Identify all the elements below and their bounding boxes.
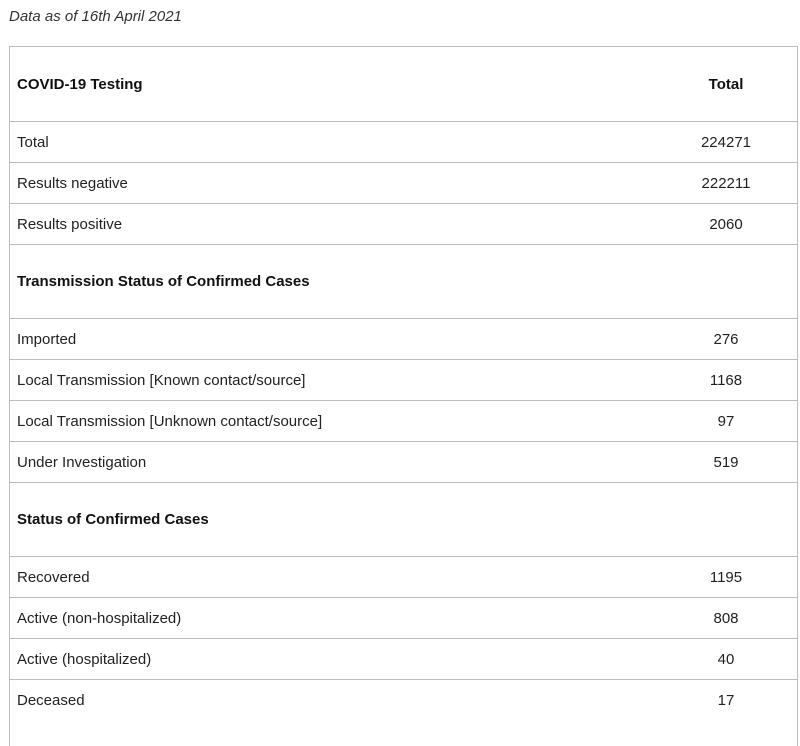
row-value: 1195 [655, 557, 797, 598]
row-value: 97 [655, 401, 797, 442]
header-label: COVID-19 Testing [9, 47, 655, 122]
row-value: 1168 [655, 360, 797, 401]
table-row [9, 639, 797, 680]
row-label: Total [9, 122, 655, 163]
table-header-row [9, 47, 797, 122]
table-row [9, 360, 797, 401]
row-label: Local Transmission [Known contact/source] [9, 360, 655, 401]
section-empty-cell [655, 245, 797, 319]
table-row [9, 680, 797, 721]
row-label: Results positive [9, 204, 655, 245]
data-date-caption: Data as of 16th April 2021 [9, 8, 182, 25]
row-label: Under Investigation [9, 442, 655, 483]
section-title: Status of Confirmed Cases [9, 483, 655, 557]
row-value: 40 [655, 639, 797, 680]
row-label: Active (hospitalized) [9, 639, 655, 680]
row-label: Imported [9, 319, 655, 360]
table-row [9, 598, 797, 639]
row-label: Recovered [9, 557, 655, 598]
table-row [9, 204, 797, 245]
table-row [9, 401, 797, 442]
section-header-status [9, 483, 797, 557]
table-row [9, 122, 797, 163]
table-row [9, 557, 797, 598]
row-label: Local Transmission [Unknown contact/source] [9, 401, 655, 442]
row-label: Active (non-hospitalized) [9, 598, 655, 639]
row-value: 519 [655, 442, 797, 483]
table-row [9, 442, 797, 483]
row-value: 2060 [655, 204, 797, 245]
table-row [9, 319, 797, 360]
covid-stats-table [9, 46, 797, 721]
row-label: Results negative [9, 163, 655, 204]
table-row [9, 163, 797, 204]
row-label: Deceased [9, 680, 655, 721]
row-value: 17 [655, 680, 797, 721]
section-header-transmission [9, 245, 797, 319]
row-value: 224271 [655, 122, 797, 163]
section-empty-cell [655, 483, 797, 557]
row-value: 808 [655, 598, 797, 639]
row-value: 276 [655, 319, 797, 360]
header-value-label: Total [655, 47, 797, 122]
row-value: 222211 [655, 163, 797, 204]
section-title: Transmission Status of Confirmed Cases [9, 245, 655, 319]
